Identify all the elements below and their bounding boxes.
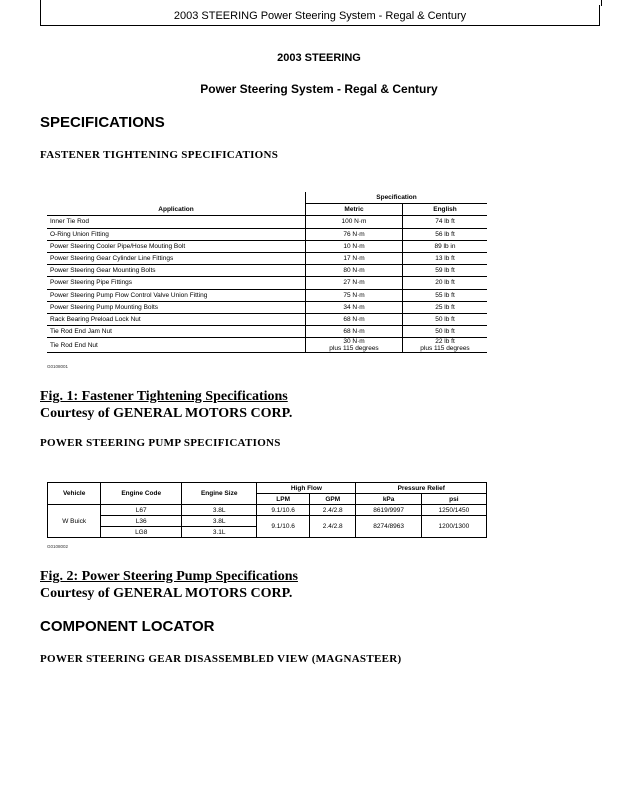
fig2-caption: [40, 568, 298, 602]
table-row: L36 3.8L 9.1/10.6 2.4/2.8 8274/8963 1200/1300: [48, 516, 487, 527]
fig2-courtesy: Courtesy of GENERAL MOTORS CORP.: [40, 586, 293, 601]
table-row: Tie Rod End Nut 30 N·m plus 115 degrees 22 lb ft plus 115 degrees: [47, 338, 487, 353]
col-application: Application: [47, 204, 306, 216]
col-pressure-relief: Pressure Relief: [356, 483, 487, 494]
pump-table: [47, 482, 487, 538]
table-row: Power Steering Cooler Pipe/Hose Mouting Bolt 10 N·m 89 lb in: [47, 240, 487, 252]
fig1-caption: [40, 388, 292, 422]
col-psi: psi: [421, 494, 486, 505]
table-row: W Buick L67 3.8L 9.1/10.6 2.4/2.8 8619/9997 1250/1450: [48, 505, 487, 516]
col-gpm: GPM: [310, 494, 356, 505]
col-engine-size: Engine Size: [182, 483, 257, 505]
col-high-flow: High Flow: [257, 483, 356, 494]
section-specifications: SPECIFICATIONS: [40, 114, 165, 131]
col-metric: Metric: [306, 204, 403, 216]
vehicle-cell: W Buick: [48, 505, 101, 538]
table-row: Rack Bearing Preload Lock Nut 68 N·m 50 lb ft: [47, 313, 487, 325]
pump-source-note: G0108002: [47, 544, 69, 549]
table-row: Power Steering Gear Cylinder Line Fittings 17 N·m 13 lb ft: [47, 252, 487, 264]
table-row: Power Steering Pump Mounting Bolts 34 N·m 25 lb ft: [47, 301, 487, 313]
fig1-label: Fig. 1: Fastener Tightening Specifications: [40, 389, 288, 404]
doc-title: 2003 STEERING: [277, 52, 361, 64]
table-row: O-Ring Union Fitting 76 N·m 56 lb ft: [47, 228, 487, 240]
fig2-label: Fig. 2: Power Steering Pump Specifications: [40, 569, 298, 584]
fastener-table: [47, 192, 487, 353]
col-english: English: [403, 204, 488, 216]
doc-subtitle: Power Steering System - Regal & Century: [200, 82, 438, 96]
gear-heading: POWER STEERING GEAR DISASSEMBLED VIEW (MAGNASTEER): [40, 653, 402, 665]
table-row: Inner Tie Rod 100 N·m 74 lb ft: [47, 216, 487, 228]
fig1-courtesy: Courtesy of GENERAL MOTORS CORP.: [40, 406, 293, 421]
col-vehicle: Vehicle: [48, 483, 101, 505]
fastener-source-note: G0108001: [47, 364, 69, 369]
section-component-locator: COMPONENT LOCATOR: [40, 618, 215, 635]
col-kpa: kPa: [356, 494, 421, 505]
table-row: Power Steering Gear Mounting Bolts 80 N·m 59 lb ft: [47, 265, 487, 277]
pump-heading: POWER STEERING PUMP SPECIFICATIONS: [40, 437, 281, 449]
running-header: 2003 STEERING Power Steering System - Regal & Century: [40, 5, 600, 26]
col-lpm: LPM: [257, 494, 310, 505]
col-engine-code: Engine Code: [101, 483, 182, 505]
table-row: LG8 3.1L: [48, 527, 487, 538]
table-row: Power Steering Pipe Fittings 27 N·m 20 lb ft: [47, 277, 487, 289]
fastener-heading: FASTENER TIGHTENING SPECIFICATIONS: [40, 149, 279, 161]
spec-group-header: Specification: [306, 192, 488, 204]
table-row: Tie Rod End Jam Nut 68 N·m 50 lb ft: [47, 326, 487, 338]
table-row: Power Steering Pump Flow Control Valve Union Fitting 75 N·m 55 lb ft: [47, 289, 487, 301]
